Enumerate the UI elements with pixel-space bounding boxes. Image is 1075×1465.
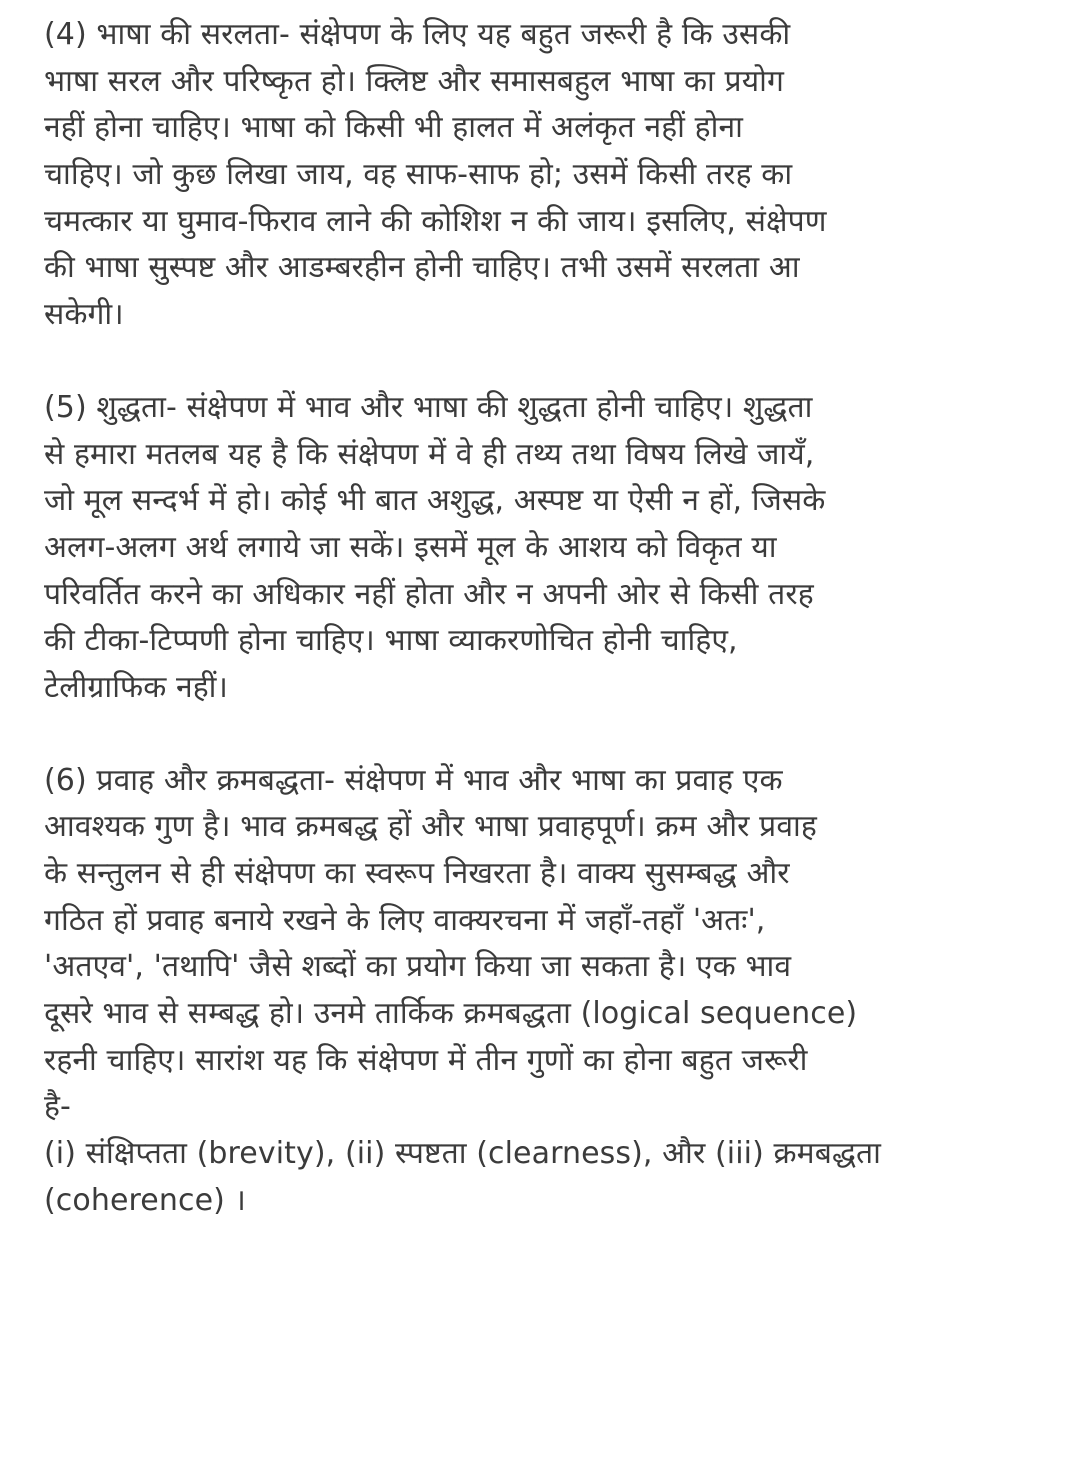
text-line: जो मूल सन्दर्भ में हो। कोई भी बात अशुद्ध, अस्पष्ट या ऐसी न हों, जिसके (44, 483, 826, 519)
text-line: (4) भाषा की सरलता- संक्षेपण के लिए यह बहुत जरूरी है कि उसकी (44, 17, 791, 52)
text-line: (5) शुद्धता- संक्षेपण में भाव और भाषा की शुद्धता होनी चाहिए। शुद्धता (44, 389, 813, 425)
text-line: गठित हों प्रवाह बनाये रखने के लिए वाक्यरचना में जहाँ-तहाँ 'अतः', (44, 902, 766, 938)
text-line: 'अतएव', 'तथापि' जैसे शब्दों का प्रयोग किया जा सकता है। एक भाव (44, 949, 792, 985)
text-line: से हमारा मतलब यह है कि संक्षेपण में वे ही तथ्य तथा विषय लिखे जायँ, (44, 436, 815, 472)
text-line: (6) प्रवाह और क्रमबद्धता- संक्षेपण में भाव और भाषा का प्रवाह एक (44, 762, 783, 798)
text-line: नहीं होना चाहिए। भाषा को किसी भी हालत में अलंकृत नहीं होना (44, 110, 743, 146)
text-line: (coherence) । (44, 1182, 247, 1218)
text-line: (i) संक्षिप्तता (brevity), (ii) स्पष्टता (clearness), और (iii) क्रमबद्धता (44, 1136, 881, 1172)
paragraph-pravah-aur-kramabaddhata (44, 758, 1067, 1225)
text-line: भाषा सरल और परिष्कृत हो। क्लिष्ट और समासबहुल भाषा का प्रयोग (44, 63, 784, 99)
text-line: आवश्यक गुण है। भाव क्रमबद्ध हों और भाषा प्रवाहपूर्ण। क्रम और प्रवाह (44, 809, 817, 845)
text-line: की टीका-टिप्पणी होना चाहिए। भाषा व्याकरणोचित होनी चाहिए, (44, 623, 738, 659)
text-line: की भाषा सुस्पष्ट और आडम्बरहीन होनी चाहिए। तभी उसमें सरलता आ (44, 250, 800, 286)
text-line: चमत्कार या घुमाव-फिराव लाने की कोशिश न की जाय। इसलिए, संक्षेपण (44, 203, 827, 239)
text-line: सकेगी। (44, 297, 124, 333)
paragraph-shuddhata (44, 385, 1067, 712)
text-line: टेलीग्राफिक नहीं। (44, 669, 229, 705)
text-line: अलग-अलग अर्थ लगाये जा सकें। इसमें मूल के आशय को विकृत या (44, 529, 777, 565)
paragraph-bhasha-ki-saralata (44, 12, 1067, 339)
text-line: है- (44, 1089, 71, 1125)
text-line: चाहिए। जो कुछ लिखा जाय, वह साफ-साफ हो; उसमें किसी तरह का (44, 157, 793, 193)
text-line: परिवर्तित करने का अधिकार नहीं होता और न अपनी ओर से किसी तरह (44, 576, 814, 612)
text-line: दूसरे भाव से सम्बद्ध हो। उनमे तार्किक क्रमबद्धता (logical sequence) (44, 996, 858, 1032)
text-line: रहनी चाहिए। सारांश यह कि संक्षेपण में तीन गुणों का होना बहुत जरूरी (44, 1042, 808, 1078)
text-line: के सन्तुलन से ही संक्षेपण का स्वरूप निखरता है। वाक्य सुसम्बद्ध और (44, 856, 790, 891)
